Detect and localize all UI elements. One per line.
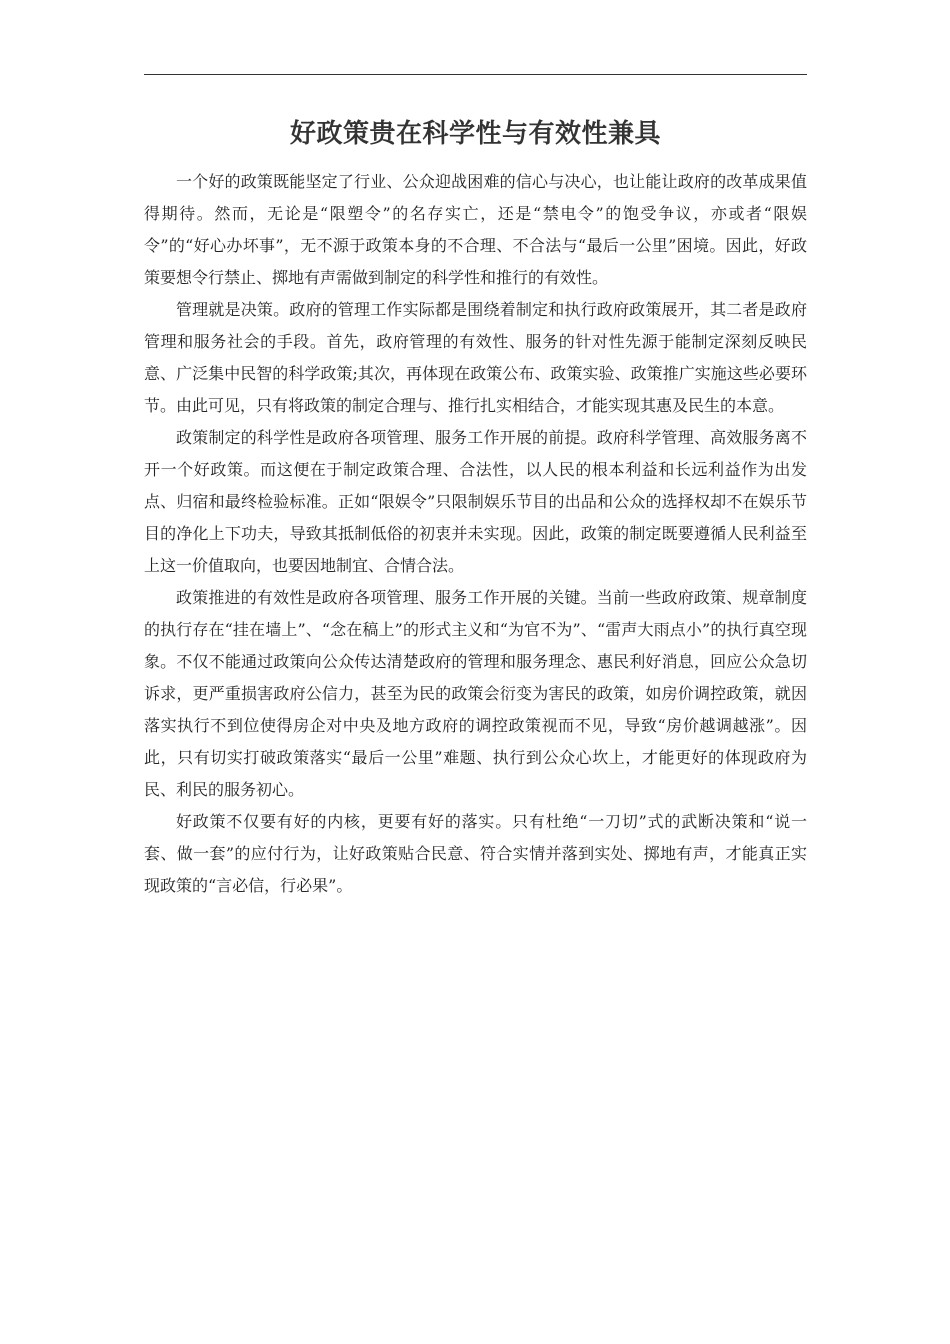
paragraph-5: 好政策不仅要有好的内核，更要有好的落实。只有杜绝“一刀切”式的武断决策和“说一套、做一套”的应付行为，让好政策贴合民意、符合实情并落到实处、掷地有声，才能真正实现政策的“言必信，行必果”。 — [144, 812, 807, 895]
paragraph-3: 政策制定的科学性是政府各项管理、服务工作开展的前提。政府科学管理、高效服务离不开一个好政策。而这便在于制定政策合理、合法性，以人民的根本利益和长远利益作为出发点、归宿和最终检验标准。正如“限娱令”只限制娱乐节目的出品和公众的选择权却不在娱乐节目的净化上下功夫，导致其抵制低俗的初衷并未实现。因此，政策的制定既要遵循人民利益至上这一价值取向，也要因地制宜、合情合法。 — [144, 428, 807, 575]
header-rule — [144, 74, 807, 75]
document-body — [144, 166, 807, 902]
paragraph-2: 管理就是决策。政府的管理工作实际都是围绕着制定和执行政府政策展开，其二者是政府管理和服务社会的手段。首先，政府管理的有效性、服务的针对性先源于能制定深刻反映民意、广泛集中民智的科学政策;其次，再体现在政策公布、政策实验、政策推广实施这些必要环节。由此可见，只有将政策的制定合理与、推行扎实相结合，才能实现其惠及民生的本意。 — [144, 300, 807, 415]
paragraph-1: 一个好的政策既能坚定了行业、公众迎战困难的信心与决心，也让能让政府的改革成果值得期待。然而，无论是“限塑令”的名存实亡，还是“禁电令”的饱受争议，亦或者“限娱令”的“好心办坏事”，无不源于政策本身的不合理、不合法与“最后一公里”困境。因此，好政策要想令行禁止、掷地有声需做到制定的科学性和推行的有效性。 — [144, 172, 807, 287]
paragraph-4: 政策推进的有效性是政府各项管理、服务工作开展的关键。当前一些政府政策、规章制度的执行存在“挂在墙上”、“念在稿上”的形式主义和“为官不为”、“雷声大雨点小”的执行真空现象。不仅不能通过政策向公众传达清楚政府的管理和服务理念、惠民利好消息，回应公众急切诉求，更严重损害政府公信力，甚至为民的政策会衍变为害民的政策，如房价调控政策，就因落实执行不到位使得房企对中央及地方政府的调控政策视而不见，导致“房价越调越涨”。因此，只有切实打破政策落实“最后一公里”难题、执行到公众心坎上，才能更好的体现政府为民、利民的服务初心。 — [144, 588, 807, 799]
document-title: 好政策贵在科学性与有效性兼具 — [289, 119, 661, 149]
